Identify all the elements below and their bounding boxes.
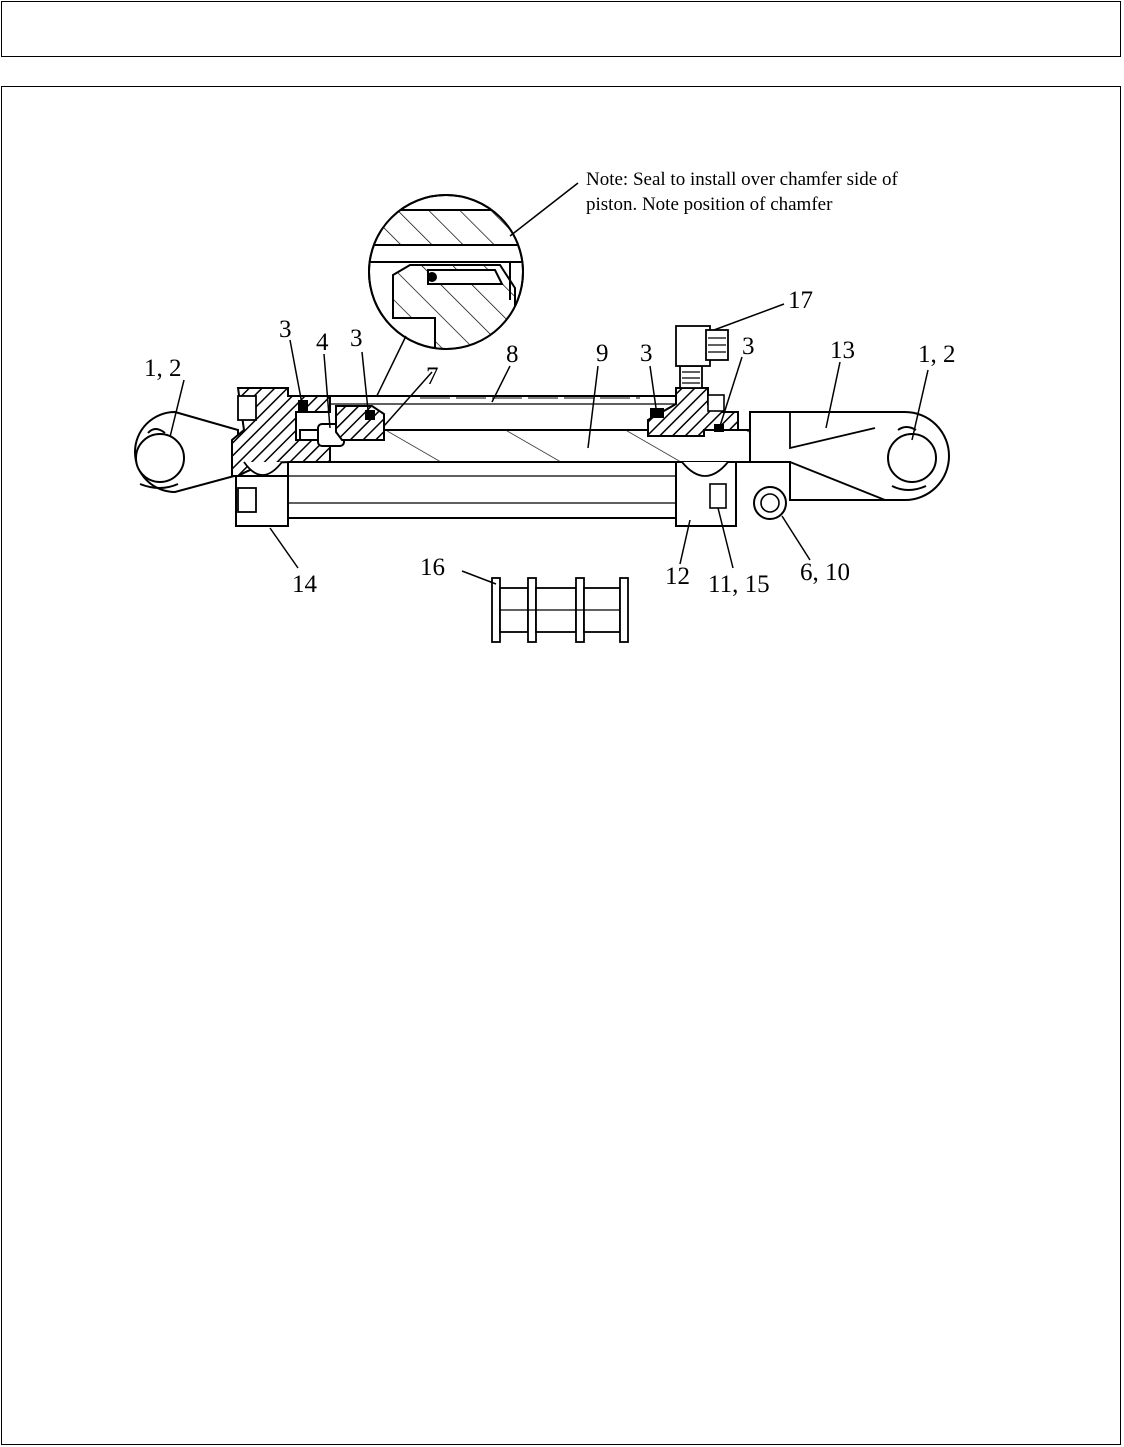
callout-part14: 14	[292, 571, 317, 598]
callout-pin-left: 1, 2	[144, 355, 182, 382]
note-line-1: Note: Seal to install over chamfer side of	[586, 169, 898, 190]
callout-part7: 7	[426, 363, 439, 390]
callout-seal-gland-b: 3	[742, 333, 755, 360]
callout-part11-15: 11, 15	[708, 571, 770, 598]
seal-kit	[492, 578, 628, 642]
callout-seal-piston: 3	[350, 325, 363, 352]
seal-detail-magnifier	[360, 195, 540, 360]
callout-part12: 12	[665, 563, 690, 590]
callout-part9: 9	[596, 340, 609, 367]
callout-part8: 8	[506, 341, 519, 368]
port-fitting	[754, 487, 786, 519]
note-leader	[510, 183, 578, 236]
right-clevis	[750, 412, 949, 500]
cylinder-barrel	[288, 462, 682, 518]
callout-pin-right: 1, 2	[918, 341, 956, 368]
left-clevis	[135, 412, 238, 492]
callout-part13: 13	[830, 337, 855, 364]
callout-part6-10: 6, 10	[800, 559, 850, 586]
valve-fitting	[676, 326, 728, 388]
note-line-2: piston. Note position of chamfer	[586, 194, 833, 215]
callout-part17: 17	[788, 287, 813, 314]
callout-seal-gland-a: 3	[640, 340, 653, 367]
callout-part16: 16	[420, 554, 445, 581]
callout-seal-left: 3	[279, 316, 292, 343]
callout-part4: 4	[316, 329, 329, 356]
